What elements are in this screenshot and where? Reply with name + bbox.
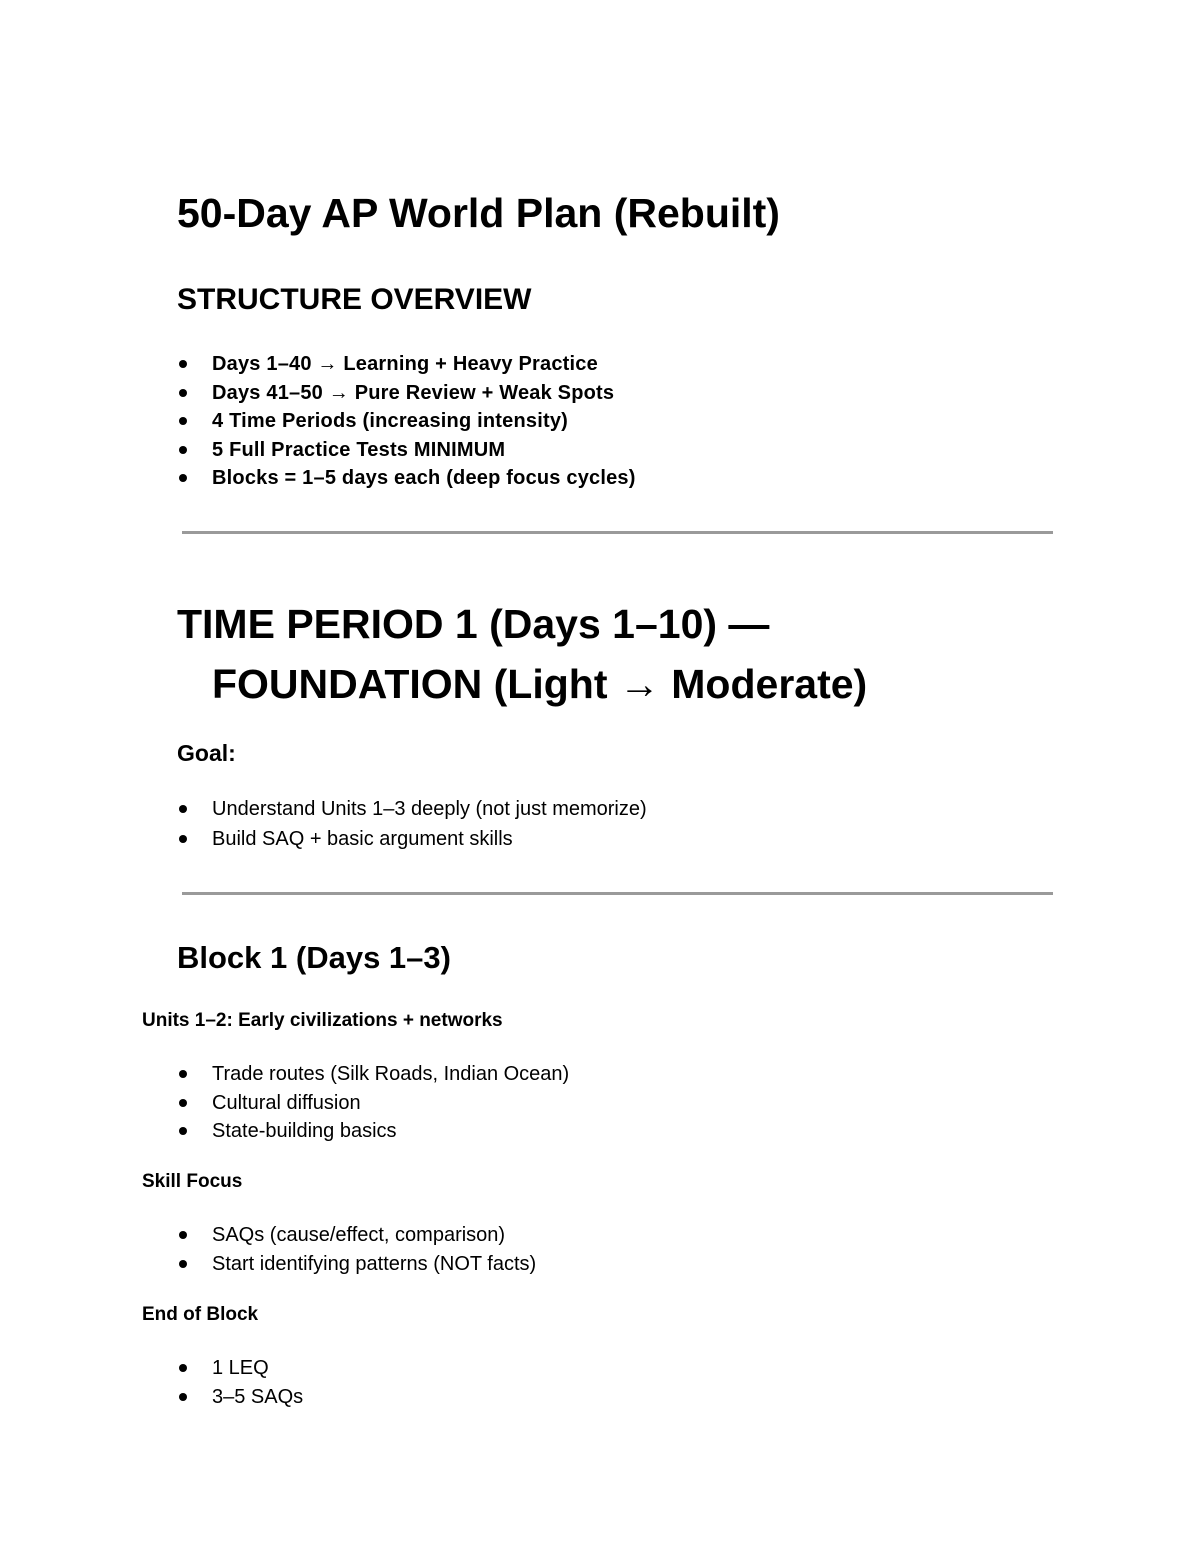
list-item: Build SAQ + basic argument skills (177, 824, 647, 854)
list-item: SAQs (cause/effect, comparison) (177, 1221, 536, 1250)
list-item: Days 1–40 → Learning + Heavy Practice (177, 350, 636, 379)
document-title: 50-Day AP World Plan (Rebuilt) (177, 190, 780, 236)
time-period-heading-line1: TIME PERIOD 1 (Days 1–10) — (177, 601, 770, 647)
list-item: Days 41–50 → Pure Review + Weak Spots (177, 379, 636, 408)
list-item: 3–5 SAQs (177, 1383, 303, 1412)
skill-focus-subheading: Skill Focus (142, 1171, 243, 1192)
block-1-heading: Block 1 (Days 1–3) (177, 940, 451, 975)
goal-heading: Goal: (177, 740, 236, 766)
list-item: Understand Units 1–3 deeply (not just memorize) (177, 794, 647, 824)
list-item: Cultural diffusion (177, 1089, 569, 1118)
structure-overview-list (177, 350, 636, 493)
list-item: Trade routes (Silk Roads, Indian Ocean) (177, 1060, 569, 1089)
structure-overview-heading: STRUCTURE OVERVIEW (177, 283, 532, 316)
list-item: 1 LEQ (177, 1354, 303, 1383)
units-subheading: Units 1–2: Early civilizations + networks (142, 1010, 503, 1031)
list-item: 4 Time Periods (increasing intensity) (177, 407, 636, 436)
end-of-block-list (177, 1354, 303, 1411)
units-list (177, 1060, 569, 1146)
time-period-1-heading (177, 594, 1077, 714)
time-period-heading-line2: FOUNDATION (Light → Moderate) (212, 661, 868, 707)
horizontal-divider (182, 892, 1053, 895)
skill-focus-list (177, 1221, 536, 1278)
goal-list (177, 794, 647, 854)
list-item: State-building basics (177, 1117, 569, 1146)
list-item: Blocks = 1–5 days each (deep focus cycles) (177, 464, 636, 493)
list-item: Start identifying patterns (NOT facts) (177, 1250, 536, 1279)
horizontal-divider (182, 531, 1053, 534)
list-item: 5 Full Practice Tests MINIMUM (177, 436, 636, 465)
end-of-block-subheading: End of Block (142, 1304, 259, 1325)
